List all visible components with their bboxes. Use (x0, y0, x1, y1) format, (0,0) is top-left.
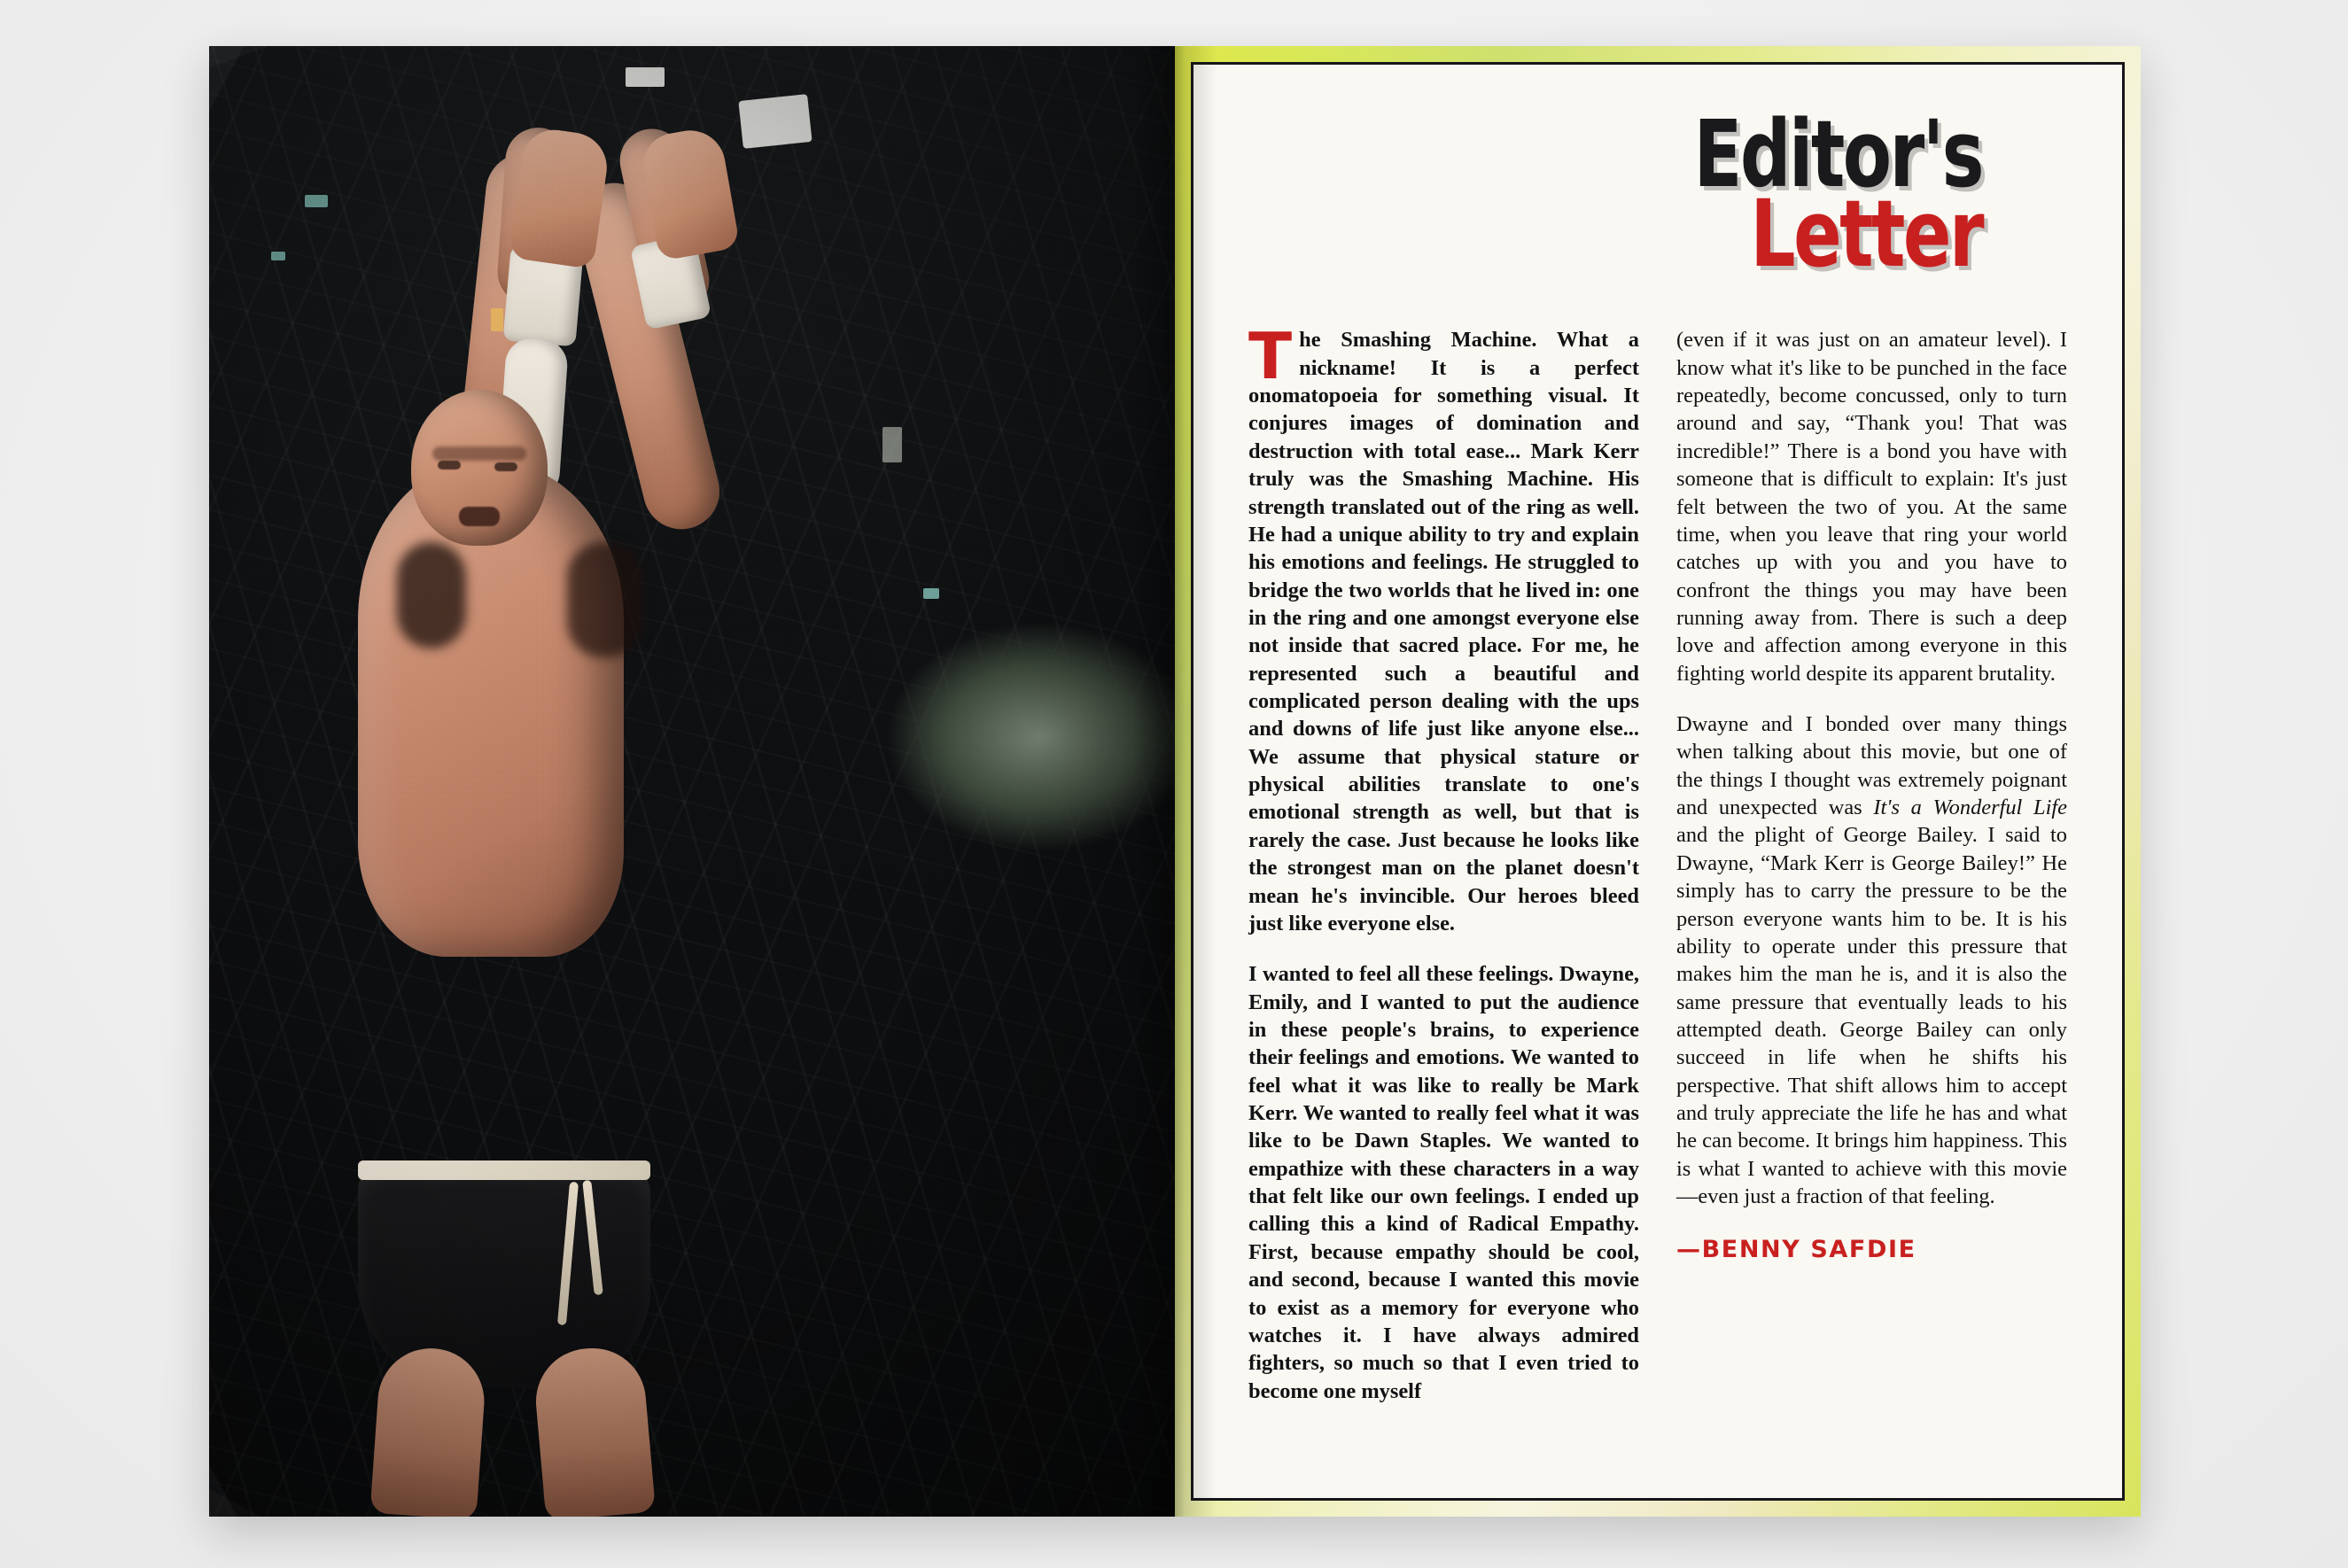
letter-paragraph-1-text: he Smashing Machine. What a nickname! It is a perfect onomatopoeia for something visual. It conjures images of domination and destruction with total ease... Mark Kerr truly was the Smashing Machine. His strength translated out of the ring as well. He had a unique ability to try and explain his emotions and feelings. He struggled to bridge the two worlds that he lived in: one in the ring and one amongst everyone else not inside that sacred place. For me, he represented such a beautiful and complicated person dealing with the ups and downs of life just like anyone else... We assume that physical stature or physical abilities translate to one's emotional strength as well, but that is rarely the case. Just because he looks like the strongest man on the planet doesn't mean he's invincible. Our heroes bleed just like everyone else. (1248, 328, 1639, 935)
title-line-editors: Editor's (1693, 100, 1982, 208)
letter-paragraph-1 (1248, 319, 1639, 937)
wrestler-arms-raised-photo (209, 46, 1175, 1517)
film-title-italic: It's a Wonderful Life (1873, 796, 2067, 820)
page-title (1248, 100, 2067, 288)
photo-vignette-overlay (209, 46, 1175, 1517)
letter-paragraph-2: I wanted to feel all these feelings. Dwayne, Emily, and I wanted to put the audience in these people's brains, to experience their feelings and emotions. We wanted to feel what it was like to really be Mark Kerr. We wanted to really feel what it was like to be Dawn Staples. We wanted to empathize with these characters in a way that felt like our own feelings. I ended up calling this a kind of Radical Empathy. First, because empathy should be cool, and second, because I wanted this movie to exist as a memory for everyone who watches it. I have always admired fighters, so much so that I even tried to become one myself (1248, 962, 1639, 1403)
letter-columns (1248, 319, 2067, 1405)
author-signature: —BENNY SAFDIE (1676, 1236, 1916, 1264)
drop-cap: T (1248, 319, 1293, 394)
letter-paragraph-4a: Dwayne and I bonded over many things when talking about this movie, but one of the things I thought was extremely poignant and unexpected was (1676, 712, 2067, 820)
title-line-letter: Letter (1750, 179, 1982, 288)
letter-paragraph-3: (even if it was just on an amateur level). I know what it's like to be punched in the face repeatedly, become concussed, only to turn around and say, “Thank you! That was incredible!” There is a bond you have with someone that is difficult to explain: It's just felt between the two of you. At the same time, when you leave that ring your world catches up with you and you have to confront the things you may have been running away from. There is such a deep love and affection among everyone in this fighting world despite its apparent brutality. (1676, 328, 2067, 686)
magazine-spread (209, 46, 2141, 1517)
right-page-editors-letter (1175, 46, 2141, 1517)
page-content-frame (1191, 62, 2125, 1501)
letter-paragraph-4b: and the plight of George Bailey. I said to Dwayne, “Mark Kerr is George Bailey!” He simply has to carry the pressure to be the person everyone wants him to be. It is his ability to operate under this pressure that makes him the man he is, and it is also the same pressure that eventually leads to his attempted death. George Bailey can only succeed in life when he shifts his perspective. That shift allows him to accept and truly appreciate the life he has and what he can become. It brings him happiness. This is what I wanted to achieve with this movie—even just a fraction of that feeling. (1676, 823, 2067, 1209)
letter-column-two (1676, 326, 2067, 1266)
letter-paragraph-4 (1676, 710, 2067, 1210)
letter-column-one (1248, 319, 1639, 1405)
left-page-photo (209, 46, 1175, 1517)
